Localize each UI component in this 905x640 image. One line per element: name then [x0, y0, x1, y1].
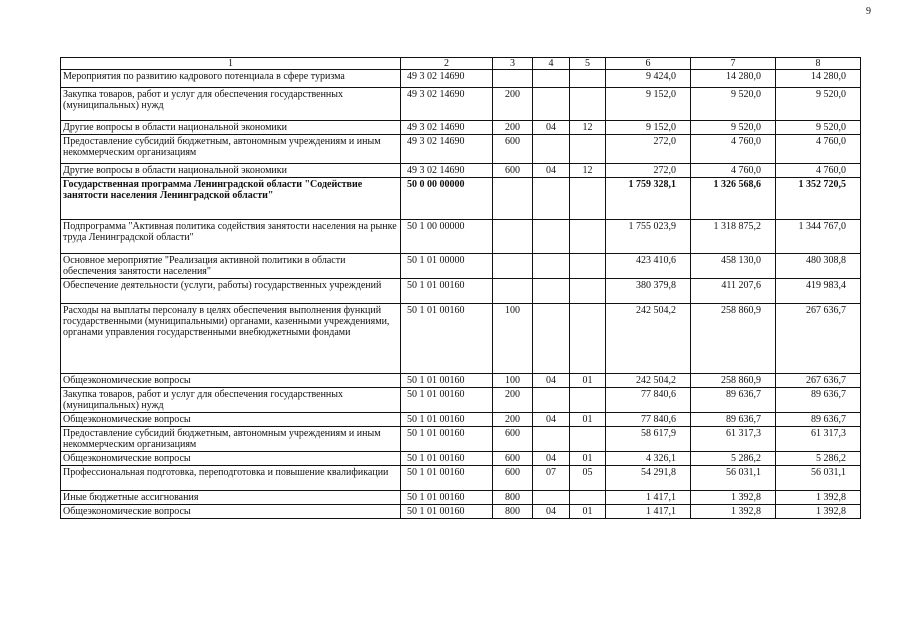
subsection-cell: 01 [570, 452, 606, 466]
expense-type-cell [493, 178, 533, 220]
budget-code-cell: 50 0 00 00000 [401, 178, 493, 220]
budget-code-cell: 50 1 01 00160 [401, 304, 493, 374]
subsection-cell [570, 388, 606, 413]
amount-col8-cell: 267 636,7 [776, 304, 861, 374]
subsection-cell: 12 [570, 121, 606, 135]
row-name-cell: Иные бюджетные ассигнования [61, 491, 401, 505]
amount-col8-cell: 480 308,8 [776, 254, 861, 279]
amount-col6-cell: 77 840,6 [606, 388, 691, 413]
section-cell: 04 [533, 164, 570, 178]
subsection-cell: 05 [570, 466, 606, 491]
budget-code-cell: 50 1 01 00160 [401, 279, 493, 304]
expense-type-cell: 200 [493, 121, 533, 135]
budget-code-cell: 50 1 01 00000 [401, 254, 493, 279]
amount-col6-cell: 9 152,0 [606, 88, 691, 121]
amount-col6-cell: 1 417,1 [606, 505, 691, 519]
amount-col7-cell: 9 520,0 [691, 88, 776, 121]
table-row [61, 121, 861, 135]
amount-col6-cell: 423 410,6 [606, 254, 691, 279]
amount-col8-cell: 1 352 720,5 [776, 178, 861, 220]
section-cell [533, 279, 570, 304]
table-row [61, 178, 861, 220]
subsection-cell [570, 279, 606, 304]
budget-code-cell: 49 3 02 14690 [401, 164, 493, 178]
row-name-cell: Закупка товаров, работ и услуг для обеспечения государственных (муниципальных) нужд [61, 388, 401, 413]
budget-code-cell: 49 3 02 14690 [401, 135, 493, 164]
amount-col8-cell: 9 520,0 [776, 121, 861, 135]
amount-col6-cell: 77 840,6 [606, 413, 691, 427]
budget-code-cell: 50 1 01 00160 [401, 452, 493, 466]
subsection-cell [570, 491, 606, 505]
page-number: 9 [866, 6, 871, 17]
row-name-cell: Предоставление субсидий бюджетным, автономным учреждениям и иным некоммерческим организациям [61, 135, 401, 164]
amount-col6-cell: 1 417,1 [606, 491, 691, 505]
section-cell [533, 491, 570, 505]
amount-col6-cell: 1 755 023,9 [606, 220, 691, 254]
subsection-cell: 01 [570, 505, 606, 519]
amount-col6-cell: 242 504,2 [606, 374, 691, 388]
table-row [61, 88, 861, 121]
table-row [61, 466, 861, 491]
amount-col6-cell: 272,0 [606, 164, 691, 178]
subsection-cell [570, 178, 606, 220]
header-cell: 4 [533, 58, 570, 70]
amount-col6-cell: 54 291,8 [606, 466, 691, 491]
section-cell [533, 178, 570, 220]
amount-col7-cell: 1 392,8 [691, 491, 776, 505]
amount-col8-cell: 1 392,8 [776, 505, 861, 519]
budget-code-cell: 49 3 02 14690 [401, 88, 493, 121]
amount-col7-cell: 61 317,3 [691, 427, 776, 452]
expense-type-cell: 800 [493, 505, 533, 519]
section-cell [533, 427, 570, 452]
section-cell [533, 70, 570, 88]
row-name-cell: Другие вопросы в области национальной экономики [61, 164, 401, 178]
amount-col7-cell: 9 520,0 [691, 121, 776, 135]
amount-col7-cell: 411 207,6 [691, 279, 776, 304]
row-name-cell: Закупка товаров, работ и услуг для обеспечения государственных (муниципальных) нужд [61, 88, 401, 121]
header-cell: 8 [776, 58, 861, 70]
amount-col6-cell: 242 504,2 [606, 304, 691, 374]
section-cell: 04 [533, 505, 570, 519]
amount-col6-cell: 9 152,0 [606, 121, 691, 135]
expense-type-cell: 600 [493, 452, 533, 466]
table-row [61, 374, 861, 388]
expense-type-cell [493, 254, 533, 279]
section-cell [533, 254, 570, 279]
subsection-cell: 12 [570, 164, 606, 178]
amount-col8-cell: 56 031,1 [776, 466, 861, 491]
amount-col7-cell: 1 326 568,6 [691, 178, 776, 220]
budget-code-cell: 49 3 02 14690 [401, 70, 493, 88]
section-cell [533, 135, 570, 164]
expense-type-cell: 600 [493, 164, 533, 178]
amount-col8-cell: 5 286,2 [776, 452, 861, 466]
amount-col7-cell: 14 280,0 [691, 70, 776, 88]
budget-table [60, 57, 861, 519]
amount-col8-cell: 419 983,4 [776, 279, 861, 304]
section-cell: 04 [533, 374, 570, 388]
row-name-cell: Подпрограмма "Активная политика содействия занятости населения на рынке труда Ленинградской области" [61, 220, 401, 254]
budget-code-cell: 49 3 02 14690 [401, 121, 493, 135]
amount-col7-cell: 4 760,0 [691, 135, 776, 164]
row-name-cell: Основное мероприятие "Реализация активной политики в области обеспечения занятости населения" [61, 254, 401, 279]
expense-type-cell: 200 [493, 413, 533, 427]
budget-code-cell: 50 1 01 00160 [401, 491, 493, 505]
row-name-cell: Обеспечение деятельности (услуги, работы) государственных учреждений [61, 279, 401, 304]
amount-col7-cell: 4 760,0 [691, 164, 776, 178]
header-cell: 5 [570, 58, 606, 70]
amount-col8-cell: 61 317,3 [776, 427, 861, 452]
section-cell: 07 [533, 466, 570, 491]
expense-type-cell: 200 [493, 88, 533, 121]
expense-type-cell: 600 [493, 466, 533, 491]
header-cell: 1 [61, 58, 401, 70]
amount-col7-cell: 1 392,8 [691, 505, 776, 519]
amount-col6-cell: 380 379,8 [606, 279, 691, 304]
section-cell [533, 88, 570, 121]
header-cell: 6 [606, 58, 691, 70]
table-row [61, 452, 861, 466]
table-row [61, 413, 861, 427]
budget-code-cell: 50 1 01 00160 [401, 505, 493, 519]
expense-type-cell [493, 70, 533, 88]
amount-col7-cell: 89 636,7 [691, 388, 776, 413]
amount-col8-cell: 9 520,0 [776, 88, 861, 121]
amount-col6-cell: 4 326,1 [606, 452, 691, 466]
amount-col6-cell: 272,0 [606, 135, 691, 164]
table-row [61, 427, 861, 452]
row-name-cell: Общеэкономические вопросы [61, 413, 401, 427]
amount-col7-cell: 5 286,2 [691, 452, 776, 466]
expense-type-cell: 800 [493, 491, 533, 505]
section-cell: 04 [533, 452, 570, 466]
header-row [61, 58, 861, 70]
header-cell: 7 [691, 58, 776, 70]
amount-col8-cell: 89 636,7 [776, 413, 861, 427]
section-cell: 04 [533, 121, 570, 135]
row-name-cell: Расходы на выплаты персоналу в целях обеспечения выполнения функций государственными (муниципальными) органами, казенными учреждениями, органами управления государственными внебюджетными фондами [61, 304, 401, 374]
row-name-cell: Мероприятия по развитию кадрового потенциала в сфере туризма [61, 70, 401, 88]
header-cell: 2 [401, 58, 493, 70]
row-name-cell: Общеэкономические вопросы [61, 452, 401, 466]
row-name-cell: Профессиональная подготовка, переподготовка и повышение квалификации [61, 466, 401, 491]
amount-col8-cell: 89 636,7 [776, 388, 861, 413]
amount-col8-cell: 1 344 767,0 [776, 220, 861, 254]
amount-col7-cell: 258 860,9 [691, 304, 776, 374]
table-row [61, 135, 861, 164]
row-name-cell: Другие вопросы в области национальной экономики [61, 121, 401, 135]
expense-type-cell [493, 220, 533, 254]
row-name-cell: Общеэкономические вопросы [61, 505, 401, 519]
header-cell: 3 [493, 58, 533, 70]
amount-col8-cell: 4 760,0 [776, 164, 861, 178]
budget-code-cell: 50 1 00 00000 [401, 220, 493, 254]
table-row [61, 304, 861, 374]
subsection-cell [570, 88, 606, 121]
amount-col8-cell: 1 392,8 [776, 491, 861, 505]
section-cell: 04 [533, 413, 570, 427]
amount-col7-cell: 56 031,1 [691, 466, 776, 491]
row-name-cell: Общеэкономические вопросы [61, 374, 401, 388]
subsection-cell: 01 [570, 413, 606, 427]
subsection-cell: 01 [570, 374, 606, 388]
amount-col7-cell: 258 860,9 [691, 374, 776, 388]
expense-type-cell: 200 [493, 388, 533, 413]
subsection-cell [570, 135, 606, 164]
section-cell [533, 304, 570, 374]
subsection-cell [570, 220, 606, 254]
table-row [61, 491, 861, 505]
subsection-cell [570, 70, 606, 88]
table-row [61, 388, 861, 413]
table-row [61, 70, 861, 88]
expense-type-cell [493, 279, 533, 304]
budget-code-cell: 50 1 01 00160 [401, 413, 493, 427]
amount-col8-cell: 14 280,0 [776, 70, 861, 88]
subsection-cell [570, 254, 606, 279]
subsection-cell [570, 304, 606, 374]
table-row [61, 505, 861, 519]
amount-col8-cell: 4 760,0 [776, 135, 861, 164]
table-row [61, 254, 861, 279]
table-row [61, 220, 861, 254]
subsection-cell [570, 427, 606, 452]
row-name-cell: Предоставление субсидий бюджетным, автономным учреждениям и иным некоммерческим организациям [61, 427, 401, 452]
amount-col7-cell: 89 636,7 [691, 413, 776, 427]
budget-code-cell: 50 1 01 00160 [401, 388, 493, 413]
amount-col7-cell: 458 130,0 [691, 254, 776, 279]
row-name-cell: Государственная программа Ленинградской области "Содействие занятости населения Ленинградской области" [61, 178, 401, 220]
amount-col6-cell: 1 759 328,1 [606, 178, 691, 220]
amount-col6-cell: 9 424,0 [606, 70, 691, 88]
budget-code-cell: 50 1 01 00160 [401, 466, 493, 491]
expense-type-cell: 100 [493, 374, 533, 388]
section-cell [533, 388, 570, 413]
budget-code-cell: 50 1 01 00160 [401, 427, 493, 452]
section-cell [533, 220, 570, 254]
amount-col7-cell: 1 318 875,2 [691, 220, 776, 254]
amount-col6-cell: 58 617,9 [606, 427, 691, 452]
table-row [61, 279, 861, 304]
budget-code-cell: 50 1 01 00160 [401, 374, 493, 388]
expense-type-cell: 600 [493, 135, 533, 164]
table-row [61, 164, 861, 178]
amount-col8-cell: 267 636,7 [776, 374, 861, 388]
expense-type-cell: 600 [493, 427, 533, 452]
expense-type-cell: 100 [493, 304, 533, 374]
